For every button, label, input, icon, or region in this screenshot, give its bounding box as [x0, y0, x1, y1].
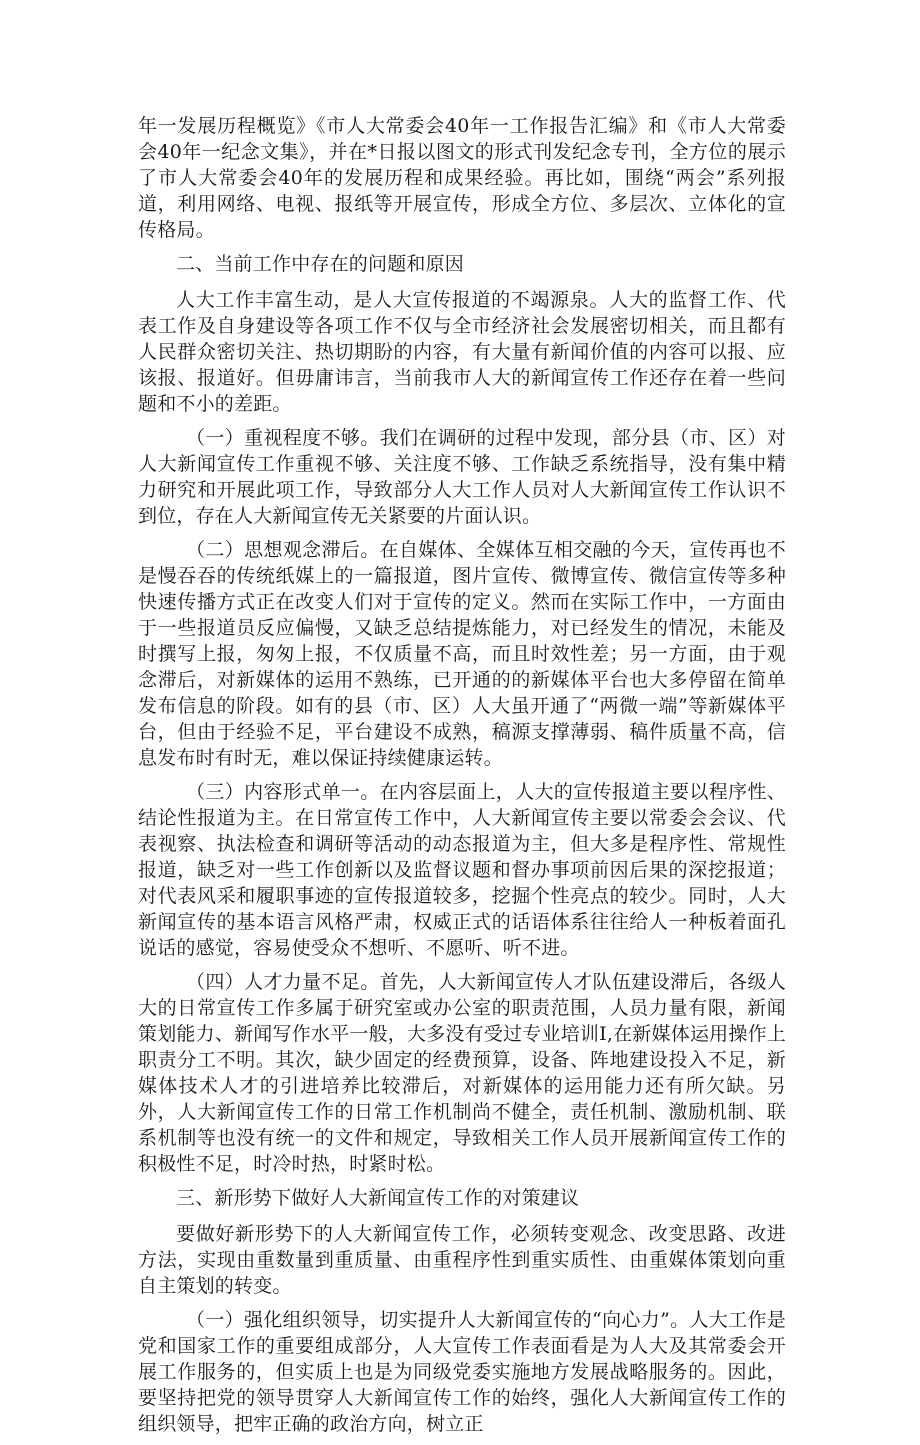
section-heading-suggestions: 三、新形势下做好人大新闻宣传工作的对策建议: [176, 1187, 580, 1209]
paragraph-problems-intro: 人大工作丰富生动，是人大宣传报道的不竭源泉。人大的监督工作、代表工作及自身建设等各项工作不仅与全市经济社会发展密切相关，而且都有人民群众密切关注、热切期盼的内容，有大量有新闻价值的内容可以报、应该报、报道好。但毋庸讳言，当前我市人大的新闻宣传工作还存在着一些问题和不小的差距。: [138, 289, 786, 415]
paragraph-issue-mindset: （二）思想观念滞后。在自媒体、全媒体互相交融的今天，宣传再也不是慢吞吞的传统纸媒上的一篇报道，图片宣传、微博宣传、微信宣传等多种快速传播方式正在改变人们对于宣传的定义。然而在实际工作中，一方面由于一些报道员反应偏慢，又缺乏总结提炼能力，对已经发生的情况，未能及时撰写上报，匆匆上报，不仅质量不高，而且时效性差；另一方面，由于观念滞后，对新媒体的运用不熟练，已开通的的新媒体平台也大多停留在简单发布信息的阶段。如有的县（市、区）人大虽开通了“两微一端”等新媒体平台，但由于经验不足，平台建设不成熟，稿源支撑薄弱、稿件质量不高，信息发布时有时无，难以保证持续健康运转。: [138, 539, 786, 769]
paragraph-issue-attention: （一）重视程度不够。我们在调研的过程中发现，部分县（市、区）对人大新闻宣传工作重视不够、关注度不够、工作缺乏系统指导，没有集中精力研究和开展此项工作，导致部分人大工作人员对人大新闻宣传工作认识不到位，存在人大新闻宣传无关紧要的片面认识。: [138, 427, 786, 527]
section-heading-problems: 二、当前工作中存在的问题和原因: [176, 253, 465, 275]
document-page: [138, 113, 786, 1445]
paragraph-issue-content: （三）内容形式单一。在内容层面上，人大的宣传报道主要以程序性、结论性报道为主。在日常宣传工作中，人大新闻宣传主要以常委会会议、代表视察、执法检查和调研等活动的动态报道为主，但大多是程序性、常规性报道，缺乏对一些工作创新以及监督议题和督办事项前因后果的深挖报道；对代表风采和履职事迹的宣传报道较多，挖掘个性亮点的较少。同时，人大新闻宣传的基本语言风格严肃，权威正式的话语体系往往给人一种板着面孔说话的感觉，容易使受众不想听、不愿听、听不进。: [138, 781, 786, 959]
paragraph-issue-talent: （四）人才力量不足。首先，人大新闻宣传人才队伍建设滞后，各级人大的日常宣传工作多属于研究室或办公室的职责范围，人员力量有限，新闻策划能力、新闻写作水平一般，大多没有受过专业培训I,在新媒体运用操作上职责分工不明。其次，缺少固定的经费预算，设备、阵地建设投入不足，新媒体技术人才的引进培养比较滞后，对新媒体的运用能力还有所欠缺。另外，人大新闻宣传工作的日常工作机制尚不健全，责任机制、激励机制、联系机制等也没有统一的文件和规定，导致相关工作人员开展新闻宣传工作的积极性不足，时冷时热，时紧时松。: [138, 971, 786, 1175]
paragraph-continuation: 年一发展历程概览》《市人大常委会40年一工作报告汇编》和《市人大常委会40年一纪念文集》，并在*日报以图文的形式刊发纪念专刊，全方位的展示了市人大常委会40年的发展历程和成果经验。再比如，围绕“两会”系列报道，利用网络、电视、报纸等开展宣传，形成全方位、多层次、立体化的宣传格局。: [138, 115, 786, 241]
paragraph-measure-leadership: （一）强化组织领导，切实提升人大新闻宣传的“向心力”。人大工作是党和国家工作的重要组成部分，人大宣传工作表面看是为人大及其常委会开展工作服务的，但实质上也是为同级党委实施地方发展战略服务的。因此，要坚持把党的领导贯穿人大新闻宣传工作的始终，强化人大新闻宣传工作的组织领导，把牢正确的政治方向，树立正: [138, 1309, 786, 1435]
paragraph-suggestions-intro: 要做好新形势下的人大新闻宣传工作，必须转变观念、改变思路、改进方法，实现由重数量到重质量、由重程序性到重实质性、由重媒体策划向重自主策划的转变。: [138, 1223, 786, 1297]
